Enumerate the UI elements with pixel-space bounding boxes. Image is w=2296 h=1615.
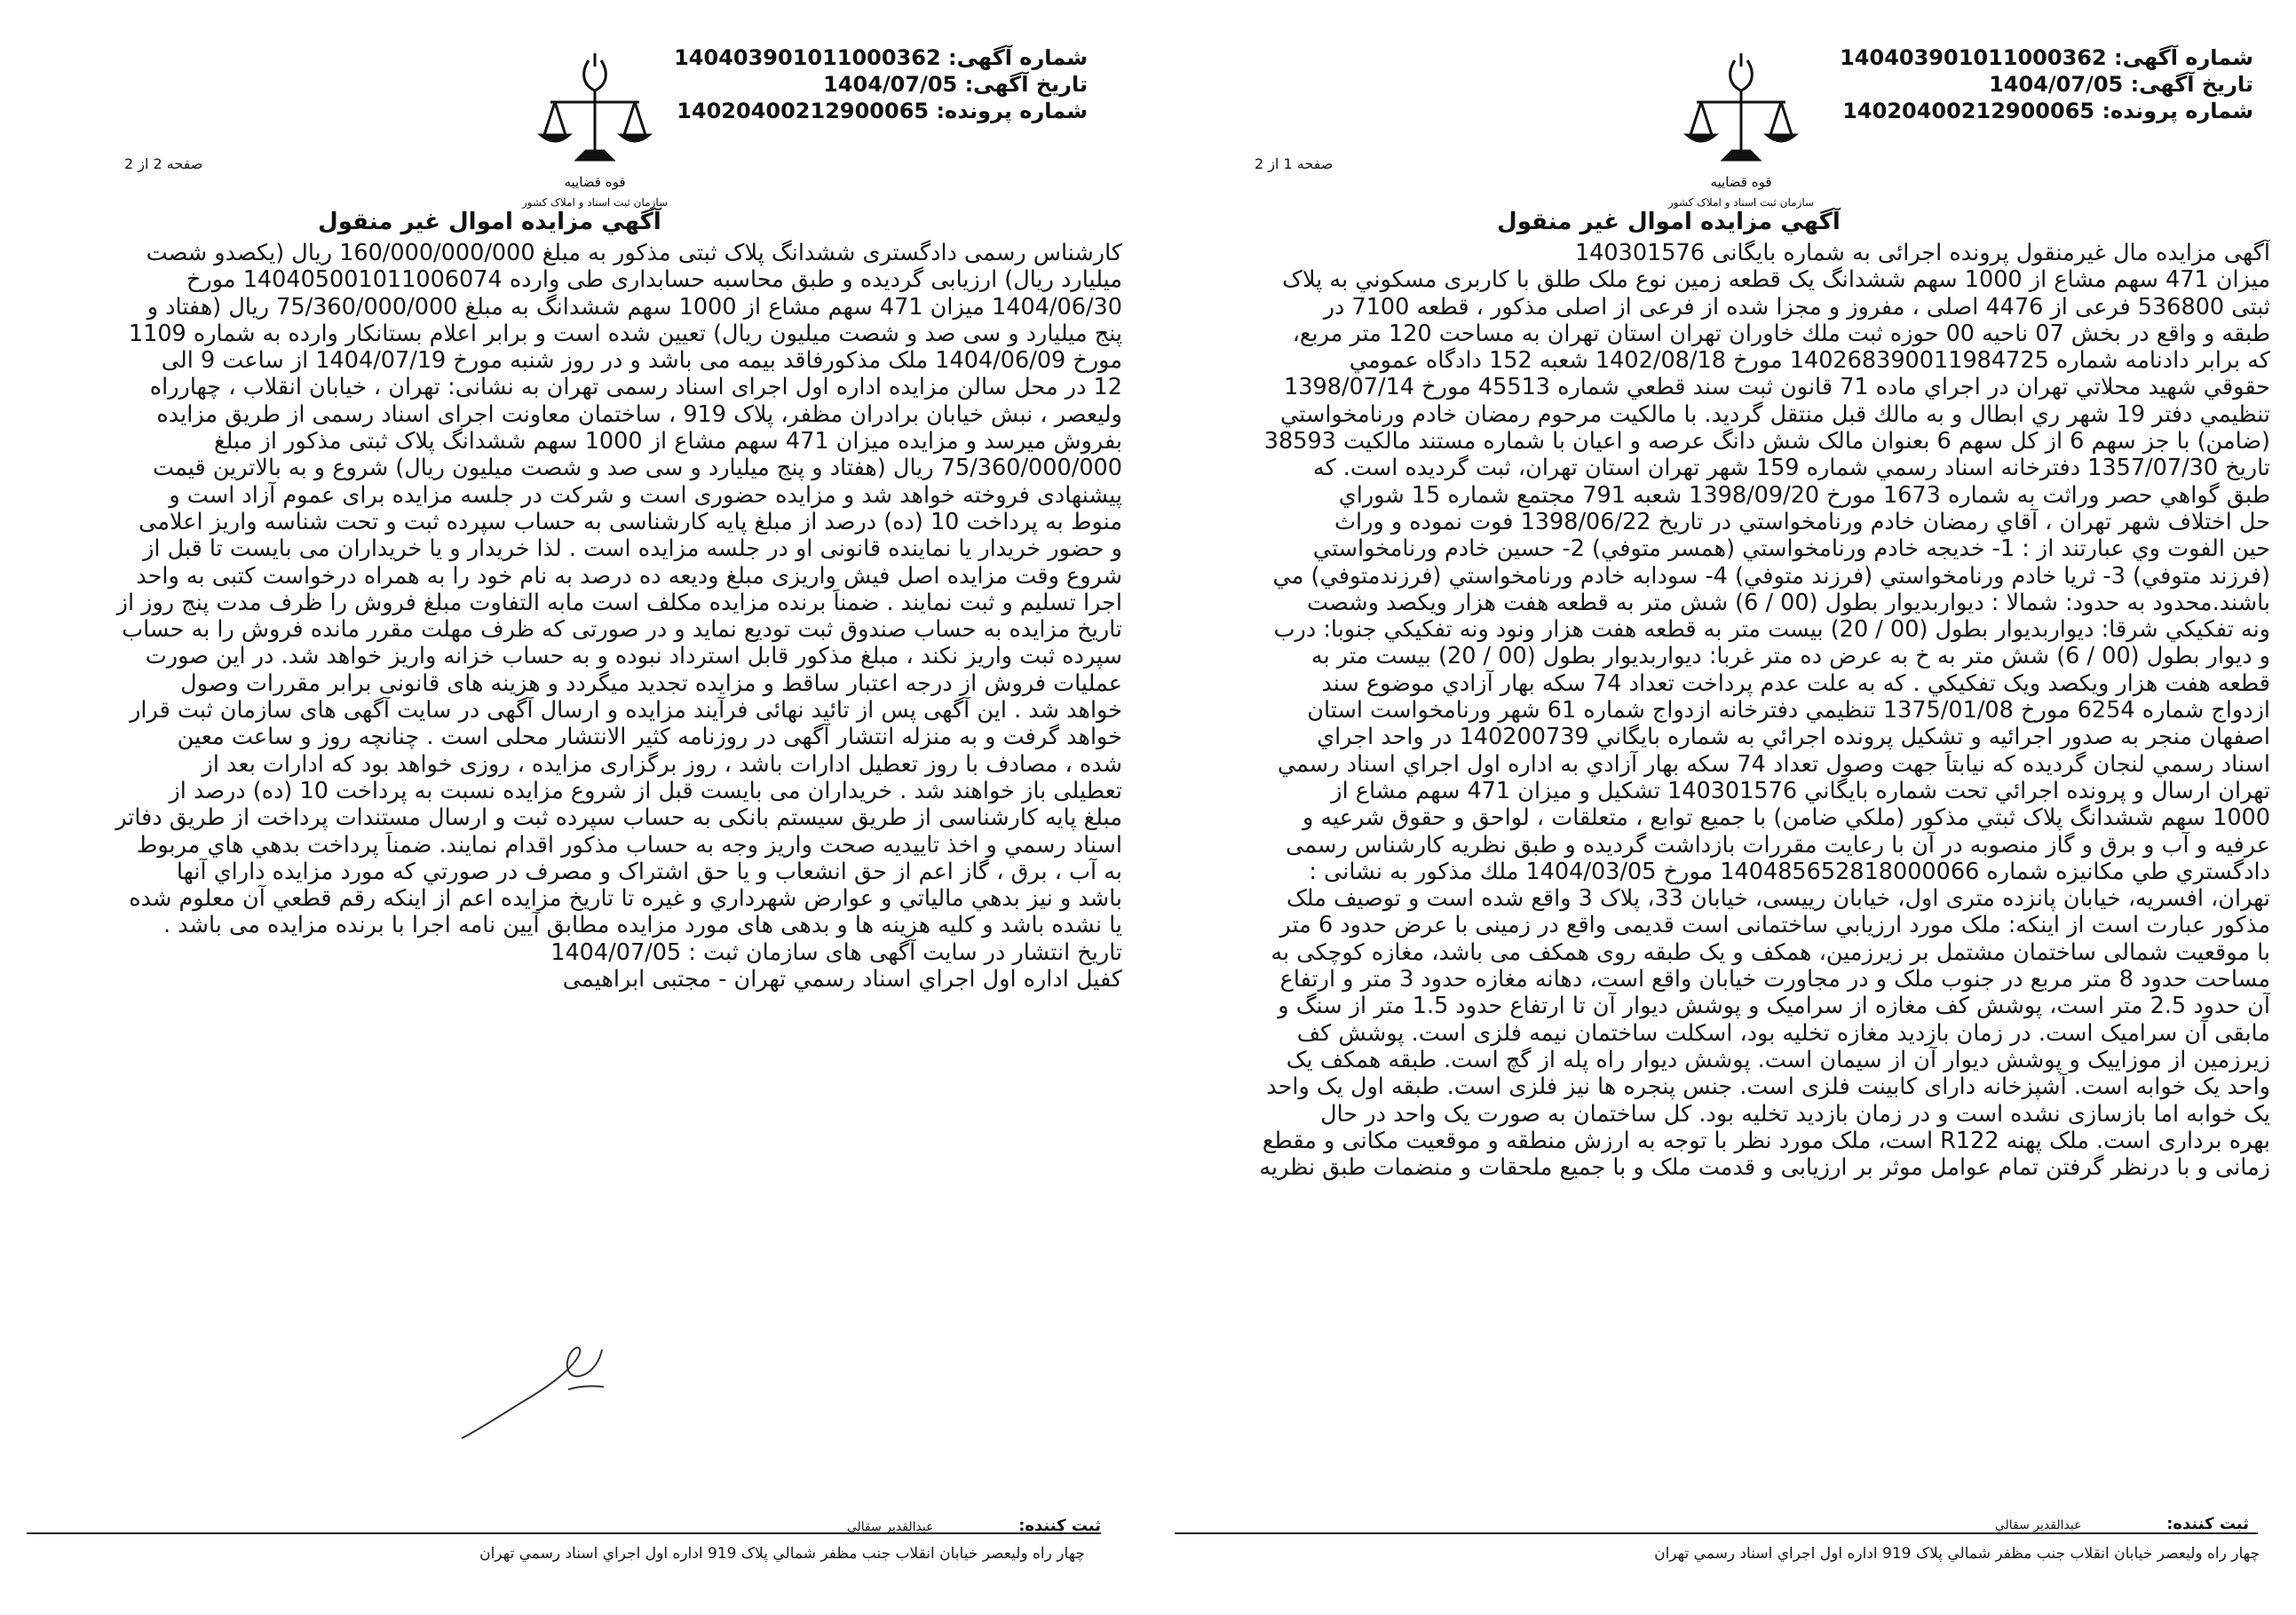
body-line: شده ، مصادف با روز تعطیل ادارات باشد ، روز برگزاری مزایده ، روزی خواهد بود که ادارات بعد از [202,750,1122,778]
body-line: مورخ 1404/06/09 ملک مذکورفاقد بیمه می باشد و در روز شنبه مورخ 1404/07/19 از ساعت 9 الی [161,347,1122,375]
body-line: منوط به پرداخت 10 (ده) درصد از مبلغ پایه کارشناسی به حساب سپرده ثبت و تحت شناسه واریز اعلامی [139,508,1122,535]
body-line: طبقه و واقع در بخش 07 ناحیه 00 حوزه ثبت ملك خاوران تهران استان تهران به مساحت 120 متر مربع، [1292,320,2270,347]
body-line: ازدواج شماره 6254 مورخ 1375/01/08 تنظيمي دفترخانه ازدواج شماره 61 شهر ورنامخواست استان [1307,697,2270,724]
body-line: پنج میلیارد و سی صد و شصت میلیون ریال) تعیین شده است و برابر اعلام بستانکار وارده به شماره 1109 [128,320,1122,347]
notice-body [1173,240,2270,1181]
notice-number: 140403901011000362 [674,45,941,70]
footer-address: چهار راه وليعصر خيابان انقلاب جنب مظفر شمالي پلاک 919 اداره اول اجراي اسناد رسمي تهران [479,1545,1085,1563]
body-line: (فرزند متوفي) 3- ثريا خادم ورنامخواستي (فرزند متوفي) 4- سودابه خادم ورنامخواستي (فرزندمتوفي) مي [1272,562,2270,590]
body-line: کارشناس رسمی دادگستری ششدانگ پلاک ثبتی مذکور به مبلغ 160/000/000/000 ریال (یکصدو شصت [146,240,1122,266]
body-line: واحد یک خوابه است. آشپزخانه دارای کابینت فلزی است. جنس پنجره ها نیز فلزی است. طبقه اول یک واحد [1266,1073,2270,1101]
body-line: تنظيمي دفتر 19 شهر ري ابطال و به مالك قبل منتقل گرديد. با مالکیت مرحوم رمضان خادم ورنامخواستي [1280,400,2270,428]
signature-icon [444,1323,648,1456]
body-line: حقوقي شهيد محلاتي تهران در اجراي ماده 71 قانون ثبت سند قطعي شماره 45513 مورخ 1398/07/14 [1284,374,2270,401]
emblem-caption-registry: سازمان ثبت اسناد و املاک کشور [521,196,669,209]
registrar-label: ثبت کننده: [2166,1515,2249,1533]
body-line: تاريخ 1357/07/30 دفترخانه اسناد رسمي شماره 159 شهر تهران استان تهران، ثبت گرديده است. که [1312,455,2270,482]
body-line: خواهد شد . این آگهی پس از تائید نهائی فرآیند مزایده و ارسال آگهی در سایت آگهی های سازمان ثبت قرار [130,697,1122,724]
page-number: صفحه 1 از 2 [1255,155,1334,172]
body-line: دادگستري طي مكانيزه شماره 140485652818000066 مورخ 1404/03/05 ملك مذكور به نشانی : [1309,858,2270,885]
body-line: اسناد رسمي لنجان گرديده که نيابتاً جهت وصول تعداد 74 سکه بهار آزادي به اداره اول اجراي اسناد رسمي [1277,750,2270,778]
body-line: مابقی آن سرامیک است. در زمان بازدید مغازه تخلیه بود، اسکلت ساختمان نیمه فلزی است. پوشش کف [1296,1019,2270,1047]
body-line: مساحت حدود 8 متر مربع در جنوب ملک و در مجاورت خیابان واقع است، دهانه مغازه حدود 3 متر و ارتفاع [1279,966,2270,994]
body-line: عملیات فروش از درجه اعتبار ساقط و مزایده تجدید میگردد و هزینه های قانونی برابر مقررات وصول [180,669,1122,697]
notice-date-label: تاریخ آگهی: [2130,72,2253,97]
body-line: زیرزمین از موزاییک و پوشش دیوار آن از سیمان است. پوشش دیوار راه پله از گچ است. طبقه همکف یک [1286,1046,2270,1073]
case-number-label: شماره پرونده: [936,99,1088,123]
body-line: و ديوار بطول (00 / 6) شش متر به خ به عرض ده متر غربا: ديواربديوار بطول (00 / 20) بيست متر به [1310,643,2270,670]
notice-date: 1404/07/05 [823,72,958,97]
body-line: اسناد رسمي و اخذ تاییدیه صحت واریز وجه به حساب مذکور اقدام نمایند. ضمناً پرداخت بدهي هاي مربوط [136,831,1122,859]
body-line: 12 در محل سالن مزایده اداره اول اجرای اسناد رسمی تهران به نشانی: تهران ، خیابان انقلاب ، چهارراه [149,374,1122,401]
notice-title: آگهي مزايده اموال غير منقول [1497,209,1841,235]
body-line: ثبتی 536800 فرعی از 4476 اصلی ، مفروز و مجزا شده از فرعی از اصلی مذکور ، قطعه 7100 در [1323,293,2270,321]
footer-divider [1175,1532,2258,1534]
body-line: تهران ارسال و پرونده اجرائي تحت شماره بايگاني 140301576 تشکيل و ميزان 471 سهم مشاع از [1331,777,2270,804]
body-line: مذکور عبارت است از اینکه: ملک مورد ارزيابي ساختمانی است قدیمی واقع در زمینی با عرض حدود 6 متر [1279,912,2270,939]
registrar [1770,1515,2249,1533]
body-line: کفیل اداره اول اجراي اسناد رسمي تهران - مجتبی ابراهیمی [562,966,1122,994]
emblem-caption-judiciary: قوه قضاییه [1710,174,1772,190]
judiciary-emblem-icon [1666,36,1817,213]
body-line: آگهی مزایده مال غیرمنقول پرونده اجرائی به شماره بایگانی 140301576 [1574,240,2270,266]
body-line: ولیعصر ، نبش خیابان برادران مظفر، پلاک 919 ، ساختمان معاونت اجرای اسناد رسمی از طریق مزایده [156,400,1122,428]
notice-meta [1840,44,2253,124]
body-line: تهران، افسريه، خيابان پانزده متری اول، خیابان رییسی، خیابان 33، پلاک 3 واقع شده است و توصیف ملک [1286,885,2270,913]
body-line: 1404/06/30 میزان 471 سهم مشاع از 1000 سهم ششدانگ به مبلغ 75/360/000/000 ریال (هفتاد و [146,293,1122,321]
notice-meta [674,44,1088,124]
emblem-caption-judiciary: قوه قضاییه [564,174,626,190]
registrar-label: ثبت کننده: [1018,1516,1101,1535]
body-line: 75/360/000/000 ریال (هفتاد و پنج میلیارد و سی صد و شصت میلیون ریال) شروع و به بالاترین قیمت [152,455,1122,482]
registrar-name: عبدالقدیر سقالي [846,1520,934,1534]
body-line: اجرا تسلیم و ثبت نمایند . ضمناً برنده مزایده مکلف است مابه التفاوت مبلغ فروش را ظرف مدت پنج روز از [116,589,1122,616]
case-number: 14020400212900065 [677,99,930,123]
body-line: حل اختلاف شهر تهران ، آقاي رمضان خادم ورنامخواستي در تاريخ 1398/06/22 فوت نموده و وراث [1334,508,2270,535]
body-line: سپرده ثبت واریز نکند ، مبلغ مذکور قابل استرداد نبوده و به حساب خزانه واریز خواهد شد. در این صورت [145,643,1122,670]
body-line: قطعه هفت هزار ويكصد ويک تفکيکي . که به علت عدم پرداخت تعداد 74 سکه بهار آزادي موضوع سند [1321,669,2270,697]
notice-number-label: شماره آگهی: [948,45,1088,70]
case-number-label: شماره پرونده: [2102,99,2253,123]
body-line: یک خوابه اما بازسازی نشده است و در زمان بازدید تخلیه بود. کل ساختمان به صورت یک واحد در حال [1320,1100,2270,1128]
body-line: شروع وقت مزایده اصل فیش واریزی مبلغ ودیعه ده درصد به نام خود را به همراه درخواست کتبی به واحد [136,562,1122,590]
footer-address: چهار راه وليعصر خيابان انقلاب جنب مظفر شمالي پلاک 919 اداره اول اجراي اسناد رسمي تهران [1654,1545,2260,1563]
body-line: با موقعیت شمالی ساختمان مشتمل بر زیرزمین، همکف و یک طبقه روی همکف می باشد، مغازه کوچکی به [1271,938,2270,966]
body-line: تعطیلی باز خواهند شد . خریداران می بایست قبل از شروع مزایده نسبت به پرداخت 10 (ده) درصد از [169,777,1122,804]
notice-date: 1404/07/05 [1989,72,2124,97]
body-line: میزان 471 سهم مشاع از 1000 سهم ششدانگ یک قطعه زمین نوع ملک طلق با کاربری مسکوني به پلاک [1282,266,2270,294]
registrar-name: عبدالقدیر سقالي [1994,1518,2082,1532]
notice-date-label: تاریخ آگهی: [964,72,1088,97]
body-line: (ضامن) با جز سهم 6 از کل سهم 6 بعنوان مالک شش دانگ عرصه و اعیان با شماره مستند مالکیت 38593 [1263,428,2270,455]
notice-body [25,240,1122,993]
notice-number: 140403901011000362 [1840,45,2107,70]
body-line: يا نشده باشد و كليه هزينه ها و بدهی های مورد مزایده مطابق آیین نامه اجرا با برنده مزایده می باشد . [163,912,1122,939]
notice-number-label: شماره آگهی: [2114,45,2253,70]
body-line: عرفيه و آب و برق و گاز منصوبه در آن با رعايت مقررات بازداشت گرديده و طبق نظريه کارشناس رسمی [1285,831,2270,859]
body-line: طبق گواهي حصر وراثت به شماره 1673 مورخ 1398/09/20 شعبه 791 مجتمع شماره 15 شوراي [1338,481,2270,509]
body-line: به آب ، برق ، گاز اعم از حق انشعاب و يا حق اشتراک و مصرف در صورتي که مورد مزايده داراي آنها [176,858,1122,885]
body-line: 1000 سهم ششدانگ پلاک ثبتي مذکور (ملکي ضامن) با جميع توابع ، متعلقات ، لواحق و حقوق شرعيه و [1302,804,2270,832]
body-line: میلیارد ریال) ارزیابی گردیده و طبق محاسبه حسابداری طی وارده 140405001011006074 مورخ [186,266,1122,294]
body-line: بفروش میرسد و مزایده میزان 471 سهم مشاع از 1000 سهم ششدانگ پلاک ثبتی مذکور از مبلغ [214,428,1122,455]
body-line: ونه تفكيكي شرقا: ديواربديوار بطول (00 / 20) بيست متر به قطعه هفت هزار ونود ونه تفكيكي جنوبا: درب [1273,616,2270,644]
body-line: خواهد گرفت و به منزله انتشار آگهی در روزنامه کثیر الانتشار محلی است . چنانچه روز و ساعت معین [177,724,1122,751]
case-number: 14020400212900065 [1842,99,2095,123]
emblem-caption-registry: سازمان ثبت اسناد و املاک کشور [1667,196,1815,209]
body-line: پیشنهادی فروخته خواهد شد و مزایده حضوری است و شرکت در جلسه مزایده برای عموم آزاد است و [169,481,1122,509]
body-line: تاریخ انتشار در سایت آگهی های سازمان ثبت : 1404/07/05 [550,938,1122,966]
body-line: آن حدود 2.5 متر است، پوشش کف مغازه از سرامیک و پوشش دیوار آن تا ارتفاع حدود 1.5 متر از سنگ و [1278,993,2270,1020]
body-line: باشند.محدود به حدود: شمالا : ديواربديوار بطول (00 / 6) شش متر به قطعه هفت هزار ويکصد وشصت [1307,589,2270,616]
page-number: صفحه 2 از 2 [124,155,203,172]
body-line: حين الفوت وي عبارتند از : 1- خديجه خادم ورنامخواستي (همسر متوفي) 2- حسين خادم ورنامخواستي [1312,535,2270,563]
page-1 [1148,0,2296,1615]
body-line: اصفهان منجر به صدور اجرائيه و تشكيل پرونده اجرائي به شماره بايگاني 140200739 در واحد اجراي [1317,724,2270,751]
footer-divider [27,1532,1101,1534]
notice-title: آگهي مزايده اموال غير منقول [318,209,661,235]
body-line: و حضور خریدار یا نماینده قانونی او در جلسه مزایده است . لذا خریدار و یا خریداران می بایست تا قبل از [143,535,1122,563]
body-line: بهره برداری است. ملک پهنه R122 است، ملک مورد نظر با توجه به ارزش منطقه و موقعیت مکانی و مقطع [1262,1127,2270,1154]
body-line: باشد و نيز بدهي مالياتي و عوارض شهرداري و غيره تا تاريخ مزايده اعم از اينکه رقم قطعي آن معلوم شده [129,885,1122,913]
body-line: مبلغ پایه کارشناسی از طریق سیستم بانکی به حساب سپرده ثبت و ارسال مستندات پرداخت از طریق دفاتر [115,804,1122,832]
body-line: تاریخ مزایده به حساب صندوق ثبت تودیع نماید و در صورتی که ظرف مهلت مقرر مانده فروش را به حساب [122,616,1122,644]
body-line: که برابر دادنامه شماره 140268390011984725 مورخ 1402/08/18 شعبه 152 دادگاه عمومي [1349,347,2270,375]
judiciary-emblem-icon [519,36,670,213]
body-line: زمانی و با درنظر گرفتن تمام عوامل موثر بر ارزیابی و قدمت ملک و با جمیع ملحقات و منضمات طبق نظریه [1259,1154,2270,1182]
